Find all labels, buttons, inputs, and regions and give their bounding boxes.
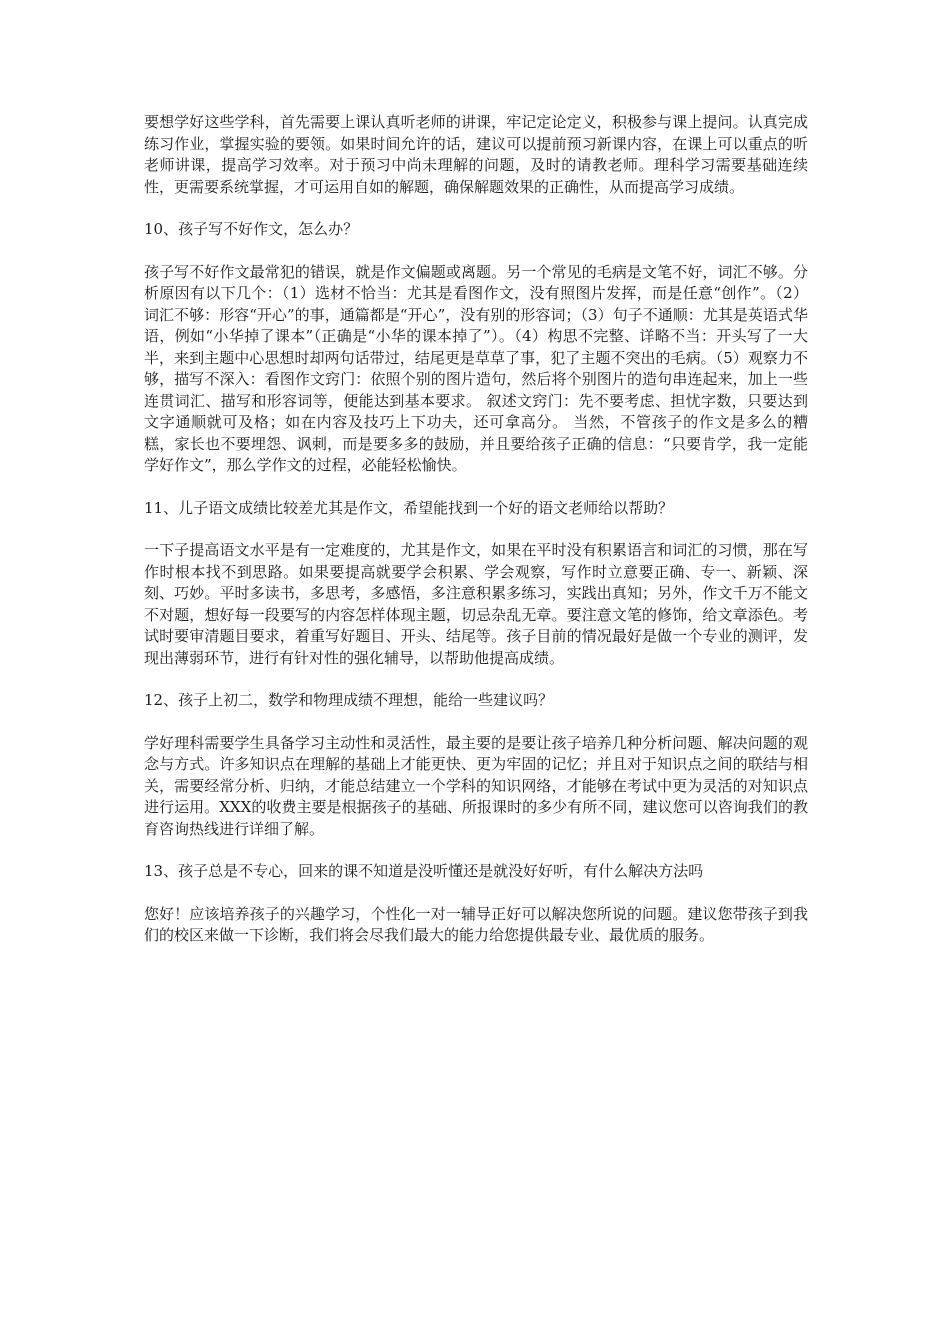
- answer-paragraph: 要想学好这些学科，首先需要上课认真听老师的讲课，牢记定论定义，积极参与课上提问。认真完成练习作业，掌握实验的要领。如果时间允许的话，建议可以提前预习新课内容，在课上可以重点的听老师讲课，提高学习效率。对于预习中尚未理解的问题，及时的请教老师。理科学习需要基础连续性，更需要系统掌握，才可运用自如的解题，确保解题效果的正确性，从而提高学习成绩。: [144, 113, 808, 196]
- question-heading: 12、孩子上初二，数学和物理成绩不理想，能给一些建议吗？: [144, 691, 554, 709]
- question-heading: 13、孩子总是不专心，回来的课不知道是没听懂还是就没好好听，有什么解决方法吗: [144, 862, 704, 880]
- question-heading: 10、孩子写不好作文，怎么办？: [144, 220, 359, 238]
- answer-paragraph: 一下子提高语文水平是有一定难度的，尤其是作文，如果在平时没有积累语言和词汇的习惯，那在写作时根本找不到思路。如果要提高就要学会积累、学会观察，写作时立意要正确、专一、新颖、深刻、巧妙。平时多读书，多思考，多感悟，多注意积累多练习，实践出真知；另外，作文千万不能文不对题，想好每一段要写的内容怎样体现主题，切忌杂乱无章。要注意文笔的修饰，给文章添色。考试时要审清题目要求，着重写好题目、开头、结尾等。孩子目前的情况最好是做一个专业的测评，发现出薄弱环节，进行有针对性的强化辅导，以帮助他提高成绩。: [144, 541, 808, 667]
- answer-paragraph: 您好！应该培养孩子的兴趣学习，个性化一对一辅导正好可以解决您所说的问题。建议您带孩子到我们的校区来做一下诊断，我们将会尽我们最大的能力给您提供最专业、最优质的服务。: [144, 904, 808, 944]
- answer-paragraph: 学好理科需要学生具备学习主动性和灵活性，最主要的是要让孩子培养几种分析问题、解决问题的观念与方式。许多知识点在理解的基础上才能更快、更为牢固的记忆；并且对于知识点之间的联结与相关，需要经常分析、归纳，才能总结建立一个学科的知识网络，才能够在考试中更为灵活的对知识点进行运用。XXX的收费主要是根据孩子的基础、所报课时的多少有所不同，建议您可以咨询我们的教育咨询热线进行详细了解。: [144, 733, 808, 838]
- answer-paragraph: 孩子写不好作文最常犯的错误，就是作文偏题或离题。另一个常见的毛病是文笔不好，词汇不够。分析原因有以下几个：（1）选材不恰当：尤其是看图作文，没有照图片发挥，而是任意“创作”。（2）词汇不够：形容“开心”的事，通篇都是“开心”，没有别的形容词；（3）句子不通顺：尤其是英语式华语，例如“小华掉了课本”（正确是“小华的课本掉了”）。（4）构思不完整、详略不当：开头写了一大半，来到主题中心思想时却两句话带过，结尾更是草草了事，犯了主题不突出的毛病。（5）观察力不够，描写不深入：看图作文窍门：依照个别的图片造句，然后将个别图片的造句串连起来，加上一些连贯词汇、描写和形容词等，便能达到基本要求。 叙述文窍门：先不要考虑、担忧字数，只要达到文字通顺就可及格；如在内容及技巧上下功夫，还可拿高分。 当然，不管孩子的作文是多么的糟糕，家长也不要埋怨、讽刺，而是要多多的鼓励，并且要给孩子正确的信息：“只要肯学，我一定能学好作文”，那么学作文的过程，必能轻松愉快。: [144, 262, 808, 474]
- document-page: [144, 112, 808, 968]
- question-heading: 11、儿子语文成绩比较差尤其是作文，希望能找到一个好的语文老师给以帮助？: [144, 498, 674, 517]
